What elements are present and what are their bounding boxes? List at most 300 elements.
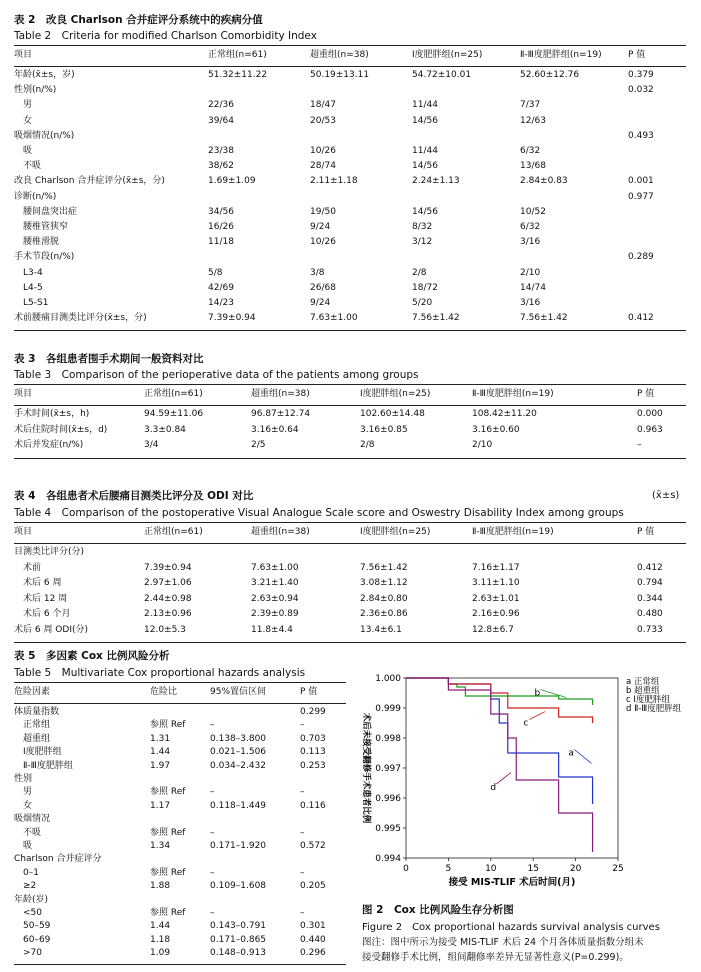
header-cell: 正常组(n=61) [144, 527, 203, 537]
y-tick-label: 0.998 [375, 734, 401, 744]
table-cell: 0.000 [637, 409, 663, 419]
table-cell: 年龄(岁) [14, 894, 49, 905]
x-tick-label: 0 [403, 864, 409, 874]
header-cell: Ⅱ-Ⅲ度肥胖组(n=19) [520, 50, 602, 60]
legend-entry: b 超重组 [626, 686, 660, 696]
table-cell: Ⅱ-Ⅲ度肥胖组 [14, 760, 73, 771]
table-cell: 0.977 [628, 191, 654, 202]
table-cell: 20/53 [310, 115, 336, 126]
callout-line-d [496, 773, 511, 785]
table-cell: 改良 Charlson 合并症评分(x̄±s，分) [14, 176, 165, 187]
y-tick-label: 0.997 [375, 764, 401, 774]
table-cell: 2/8 [360, 440, 375, 450]
callout-label-c: c [523, 718, 529, 729]
table-cell: 术后住院时间(x̄±s，d) [14, 424, 108, 435]
table-cell: <50 [14, 908, 42, 918]
table-cell: 1.18 [150, 934, 171, 945]
table-cell: 2.63±0.94 [251, 593, 299, 604]
table3-title-en: Table 3 Comparison of the perioperative data of the patients among groups [14, 369, 419, 381]
table-cell: 50–59 [14, 921, 51, 932]
table-cell: 2/8 [412, 267, 427, 278]
table-cell: – [300, 867, 305, 878]
header-cell: 项目 [14, 389, 33, 399]
table-cell: 0.480 [637, 609, 663, 619]
table-cell: 2.97±1.06 [144, 578, 192, 588]
table-cell: 1.44 [150, 747, 171, 758]
table-cell: 吸烟情况 [14, 814, 51, 825]
table-cell: 6/32 [520, 146, 541, 156]
table-cell: 0.205 [300, 881, 326, 892]
x-tick-label: 15 [527, 864, 539, 874]
table-row [14, 546, 686, 559]
table-cell: 手术节段(n/%) [14, 252, 75, 263]
bottom-rule [14, 964, 346, 965]
table-cell: 9/24 [310, 222, 331, 232]
table-cell: 11/44 [412, 100, 438, 111]
table-cell: 14/56 [412, 206, 438, 217]
table-cell: 1.88 [150, 881, 171, 892]
table-cell: Charlson 合并症评分 [14, 854, 102, 865]
table-cell: 1.09 [150, 948, 171, 959]
table-cell: 3/8 [310, 267, 325, 278]
table-cell: 26/68 [310, 282, 336, 293]
header-rule [14, 405, 686, 406]
x-tick-label: 10 [485, 864, 497, 874]
bottom-rule [14, 458, 686, 459]
table-row [14, 624, 686, 637]
header-cell: P 值 [637, 527, 655, 537]
table-cell: 11.8±4.4 [251, 624, 293, 635]
table-cell: 102.60±14.48 [360, 409, 425, 419]
table-cell: 38/62 [208, 161, 234, 172]
table-cell: 1.97 [150, 760, 171, 771]
header-rule [14, 703, 346, 704]
table-cell: 0.299 [300, 707, 326, 717]
table-cell: – [210, 720, 215, 731]
table-cell: 7.56±1.42 [520, 313, 568, 324]
table-cell: 3/16 [520, 237, 541, 248]
table-cell: 术后 6 周 ODI(分) [14, 624, 88, 635]
table-row [14, 206, 686, 219]
table-cell: 13.4±6.1 [360, 624, 402, 635]
table-cell: 0.703 [300, 733, 326, 744]
table-cell: 0.034–2.432 [210, 760, 267, 771]
table-row [14, 773, 346, 786]
table-cell: 6/32 [520, 222, 541, 232]
table-cell: 0.379 [628, 70, 654, 80]
table-cell: – [210, 908, 215, 918]
table-cell: Ⅰ度肥胖组 [14, 747, 62, 758]
table-cell: 吸 [14, 146, 33, 156]
table-cell: 52.60±12.76 [520, 70, 580, 80]
table-cell: 0.412 [637, 562, 663, 573]
top-rule [14, 522, 686, 523]
survival-figure [356, 660, 696, 900]
table-cell: 13/68 [520, 161, 546, 172]
y-tick-label: 0.996 [375, 794, 401, 804]
callout-label-d: d [490, 783, 497, 793]
table5-title-cn: 表 5 多因素 Cox 比例风险分析 [14, 650, 170, 662]
top-rule [14, 682, 346, 683]
table4 [14, 522, 686, 635]
header-cell: Ⅱ-Ⅲ度肥胖组(n=19) [472, 389, 554, 399]
legend-entry: a 正常组 [626, 677, 660, 687]
table-row [14, 719, 346, 732]
table-row [14, 760, 346, 773]
header-cell: Ⅰ度肥胖组(n=25) [412, 50, 483, 60]
table-row [14, 746, 346, 759]
table-cell: 12.0±5.3 [144, 624, 186, 635]
table-cell: L4-5 [14, 282, 43, 293]
legend-entry: c Ⅰ度肥胖组 [626, 695, 670, 705]
x-axis-label: 接受 MIS-TLIF 术后时间(月) [448, 877, 576, 888]
table-cell: 参照 Ref [150, 827, 186, 838]
table-cell: 10/26 [310, 237, 336, 248]
table-row [14, 934, 346, 947]
table-cell: 2/10 [472, 440, 493, 450]
table-cell: 3/4 [144, 440, 159, 450]
table2-title-en: Table 2 Criteria for modified Charlson Comorbidity Index [14, 30, 317, 42]
y-tick-label: 0.994 [375, 854, 401, 864]
header-cell: P 值 [637, 389, 655, 399]
table-cell: 0.296 [300, 948, 326, 959]
table-cell: 术后 12 周 [14, 593, 68, 604]
table-row [14, 175, 686, 188]
table-cell: 不吸 [14, 827, 42, 838]
table-row [14, 947, 346, 960]
table-cell: 54.72±10.01 [412, 70, 472, 80]
table-row [14, 880, 346, 893]
table-cell: 1.44 [150, 921, 171, 932]
table-cell: 术后并发症(n/%) [14, 440, 84, 450]
table-cell: – [300, 827, 305, 838]
table-cell: >70 [14, 948, 42, 959]
table-cell: 腰椎滑脱 [14, 237, 60, 248]
x-tick-label: 20 [569, 864, 582, 874]
table-cell: 2.13±0.96 [144, 609, 192, 619]
table-cell: 0.171–0.865 [210, 934, 267, 945]
table-cell: 性别(n/%) [14, 85, 57, 96]
y-axis-label: 术后未接受翻修手术患者比例 [361, 712, 371, 824]
table-cell: 3.16±0.60 [472, 424, 520, 435]
table-cell: 0–1 [14, 867, 39, 878]
table-cell: 0.116 [300, 800, 326, 811]
table-cell: 14/56 [412, 115, 438, 126]
table-row [14, 99, 686, 112]
table-cell: – [300, 720, 305, 731]
table-cell: 11/44 [412, 146, 438, 156]
table-cell: 9/24 [310, 298, 331, 308]
table-cell: 42/69 [208, 282, 234, 293]
table5-title-en: Table 5 Multivariate Cox proportional hazards analysis [14, 667, 306, 679]
table4-title-en: Table 4 Comparison of the postoperative Visual Analogue Scale score and Oswestry Disability Index among groups [14, 507, 624, 519]
table-cell: 0.572 [300, 841, 326, 851]
table3 [14, 384, 686, 459]
table-row [14, 424, 686, 437]
table-row [14, 115, 686, 128]
table-cell: 体质量指数 [14, 707, 60, 717]
table-cell: 5/8 [208, 267, 223, 278]
table-cell: 7/37 [520, 100, 541, 111]
legend-entry: d Ⅱ-Ⅲ度肥胖组 [626, 704, 682, 714]
table-cell: 腰间盘突出症 [14, 206, 78, 217]
table-row [14, 840, 346, 853]
header-cell: 超重组(n=38) [251, 527, 310, 537]
header-rule [14, 66, 686, 67]
table-cell: 51.32±11.22 [208, 70, 268, 80]
table-cell: 11/18 [208, 237, 234, 248]
table-row [14, 312, 686, 325]
table-cell: 10/52 [520, 206, 546, 217]
table-cell: 吸 [14, 841, 33, 851]
table-cell: 年龄(x̄±s，岁) [14, 70, 75, 80]
table-cell: 12.8±6.7 [472, 624, 514, 635]
table-row [14, 706, 346, 719]
header-cell: 危险因素 [14, 687, 51, 697]
table-cell: 14/23 [208, 298, 234, 308]
table-cell: 22/36 [208, 100, 234, 111]
table-row [14, 786, 346, 799]
table-row [14, 282, 686, 295]
table-cell: 34/56 [208, 206, 234, 217]
table-cell: – [210, 787, 215, 798]
header-row [14, 526, 686, 539]
table-cell: 10/26 [310, 146, 336, 156]
table-cell: 2.11±1.18 [310, 176, 358, 187]
table-cell: 94.59±11.06 [144, 409, 204, 419]
table4-unit: (x̄±s) [652, 490, 680, 501]
y-tick-label: 1.000 [375, 674, 401, 684]
table-cell: 0.794 [637, 578, 663, 588]
header-row [14, 388, 686, 401]
table-cell: 2.24±1.13 [412, 176, 460, 187]
table-cell: 女 [14, 115, 33, 126]
table-cell: 术前腰痛目测类比评分(x̄±s，分) [14, 313, 147, 324]
table-cell: 2.16±0.96 [472, 609, 520, 619]
table-cell: 0.963 [637, 424, 663, 435]
table-row [14, 593, 686, 606]
table-cell: 0.253 [300, 760, 326, 771]
table-row [14, 191, 686, 204]
header-cell: Ⅱ-Ⅲ度肥胖组(n=19) [472, 527, 554, 537]
table-cell: 0.440 [300, 934, 326, 945]
header-rule [14, 543, 686, 544]
x-tick-label: 5 [445, 864, 452, 874]
table-cell: 28/74 [310, 161, 336, 172]
figure2-caption-en: Figure 2 Cox proportional hazards survival analysis curves [362, 922, 660, 933]
table2 [14, 45, 686, 325]
table-cell: 60–69 [14, 934, 51, 945]
x-tick-label: 25 [612, 864, 624, 874]
table-row [14, 894, 346, 907]
figure2-note-line1: 图注：图中所示为接受 MIS-TLIF 术后 24 个月各体质量指数分组未 [362, 937, 644, 948]
table-cell: 2.84±0.80 [360, 593, 408, 604]
y-tick-label: 0.999 [375, 704, 401, 714]
table-cell: 7.63±1.00 [251, 562, 299, 573]
table-cell: 7.39±0.94 [208, 313, 256, 324]
table-cell: 19/50 [310, 206, 336, 217]
top-rule [14, 384, 686, 385]
header-cell: Ⅰ度肥胖组(n=25) [360, 389, 431, 399]
table-cell: 3.3±0.84 [144, 424, 186, 435]
callout-line-c [529, 712, 545, 720]
table-cell: 手术时间(x̄±s，h) [14, 409, 90, 419]
table-row [14, 297, 686, 310]
table-row [14, 853, 346, 866]
table-cell: 不吸 [14, 161, 42, 172]
table-cell: 0.344 [637, 593, 663, 604]
y-tick-label: 0.995 [375, 824, 401, 834]
table-cell: 12/63 [520, 115, 546, 126]
table-row [14, 69, 686, 82]
header-row [14, 49, 686, 62]
table-cell: – [300, 787, 305, 798]
table-cell: 0.021–1.506 [210, 747, 267, 758]
table-cell: 3.11±1.10 [472, 578, 520, 588]
survival-chart [356, 660, 696, 900]
table-cell: – [637, 440, 642, 450]
table5 [14, 682, 346, 964]
table-cell: 0.289 [628, 252, 654, 263]
top-rule [14, 45, 686, 46]
table-row [14, 130, 686, 143]
table-cell: 腰椎管狭窄 [14, 222, 69, 232]
header-cell: 超重组(n=38) [251, 389, 310, 399]
table-row [14, 800, 346, 813]
table-cell: 2.36±0.86 [360, 609, 408, 619]
table-cell: 1.31 [150, 733, 171, 744]
table-cell: 术前 [14, 562, 42, 573]
table-cell: 术后 6 周 [14, 578, 62, 588]
table-cell: 3/12 [412, 237, 433, 248]
table-cell: 正常组 [14, 720, 51, 731]
table-cell: 8/32 [412, 222, 433, 232]
table-row [14, 267, 686, 280]
table-cell: 7.39±0.94 [144, 562, 192, 573]
table-cell: 参照 Ref [150, 720, 186, 731]
table-cell: 性别 [14, 774, 33, 784]
table-row [14, 84, 686, 97]
header-cell: 正常组(n=61) [144, 389, 203, 399]
table-cell: 14/56 [412, 161, 438, 172]
table-cell: 0.412 [628, 313, 654, 324]
header-cell: 危险比 [150, 687, 178, 697]
table-cell: 0.493 [628, 130, 654, 141]
table2-title-cn: 表 2 改良 Charlson 合并症评分系统中的疾病分值 [14, 14, 263, 26]
table-cell: 参照 Ref [150, 908, 186, 918]
table-cell: – [210, 867, 215, 878]
header-cell: P 值 [628, 50, 646, 60]
table-cell: 超重组 [14, 733, 51, 744]
table-cell: 参照 Ref [150, 787, 186, 798]
table-cell: L5-S1 [14, 298, 49, 308]
callout-label-b: b [534, 688, 541, 699]
header-cell: P 值 [300, 687, 318, 697]
table-cell: 2.39±0.89 [251, 609, 299, 619]
table-cell: 3.21±1.40 [251, 578, 299, 588]
table-cell: 18/72 [412, 282, 438, 293]
table-cell: 2.44±0.98 [144, 593, 192, 604]
table-row [14, 221, 686, 234]
table-row [14, 251, 686, 264]
table-cell: 2/5 [251, 440, 266, 450]
table-cell: 18/47 [310, 100, 336, 111]
figure2-note-line2: 接受翻修手术比例，组间翻修率差异无显著性意义(P=0.299)。 [362, 952, 629, 963]
table-cell: ≥2 [14, 881, 37, 892]
table-cell: 2/10 [520, 267, 541, 278]
table-cell: 7.56±1.42 [360, 562, 408, 573]
table-cell: 0.118–1.449 [210, 800, 267, 811]
table-row [14, 145, 686, 158]
table-row [14, 920, 346, 933]
table-row [14, 608, 686, 621]
table-cell: L3-4 [14, 267, 43, 278]
table-cell: 3/16 [520, 298, 541, 308]
table-cell: 16/26 [208, 222, 234, 232]
table-cell: 0.733 [637, 624, 663, 635]
header-cell: 超重组(n=38) [310, 50, 369, 60]
table-row [14, 907, 346, 920]
header-cell: 项目 [14, 527, 33, 537]
table-cell: 术后 6 个月 [14, 609, 71, 619]
table-cell: 3.16±0.64 [251, 424, 299, 435]
table-row [14, 827, 346, 840]
header-cell: 正常组(n=61) [208, 50, 267, 60]
table-cell: 0.143–0.791 [210, 921, 267, 932]
bottom-rule [14, 642, 686, 643]
table-cell: 1.17 [150, 800, 171, 811]
table-cell: 96.87±12.74 [251, 409, 311, 419]
table-row [14, 562, 686, 575]
table-cell: 0.138–3.800 [210, 733, 267, 744]
table-row [14, 733, 346, 746]
table-row [14, 813, 346, 826]
table-cell: 女 [14, 800, 33, 811]
table-row [14, 408, 686, 421]
table-cell: 23/38 [208, 146, 234, 156]
table-cell: 0.148–0.913 [210, 948, 267, 959]
table3-title-cn: 表 3 各组患者围手术期间一般资料对比 [14, 353, 204, 365]
table-cell: 0.109–1.608 [210, 881, 267, 892]
table-row [14, 577, 686, 590]
table-cell: – [210, 827, 215, 838]
table-cell: 0.113 [300, 747, 326, 758]
header-cell: 95%置信区间 [210, 687, 267, 697]
table-row [14, 236, 686, 249]
table-cell: 7.56±1.42 [412, 313, 460, 324]
table4-title-cn: 表 4 各组患者术后腰痛目测类比评分及 ODI 对比 [14, 490, 254, 502]
table-cell: 0.032 [628, 85, 654, 96]
table-cell: 0.001 [628, 176, 654, 187]
plot-frame [406, 678, 618, 858]
bottom-rule [14, 330, 686, 331]
callout-line-a [574, 750, 591, 764]
table-row [14, 867, 346, 880]
table-cell: 39/64 [208, 115, 234, 126]
table-cell: 1.69±1.09 [208, 176, 256, 187]
table-cell: 0.171–1.920 [210, 841, 267, 851]
table-cell: 1.34 [150, 841, 171, 851]
table-cell: 参照 Ref [150, 867, 186, 878]
table-cell: 50.19±13.11 [310, 70, 370, 80]
table-cell: 2.84±0.83 [520, 176, 568, 187]
table-cell: 2.63±1.01 [472, 593, 520, 604]
figure2-caption-cn: 图 2 Cox 比例风险生存分析图 [362, 904, 514, 916]
header-cell: 项目 [14, 50, 33, 60]
table-cell: 14/74 [520, 282, 546, 293]
table-cell: 3.16±0.85 [360, 424, 408, 435]
table-cell: 7.63±1.00 [310, 313, 358, 324]
